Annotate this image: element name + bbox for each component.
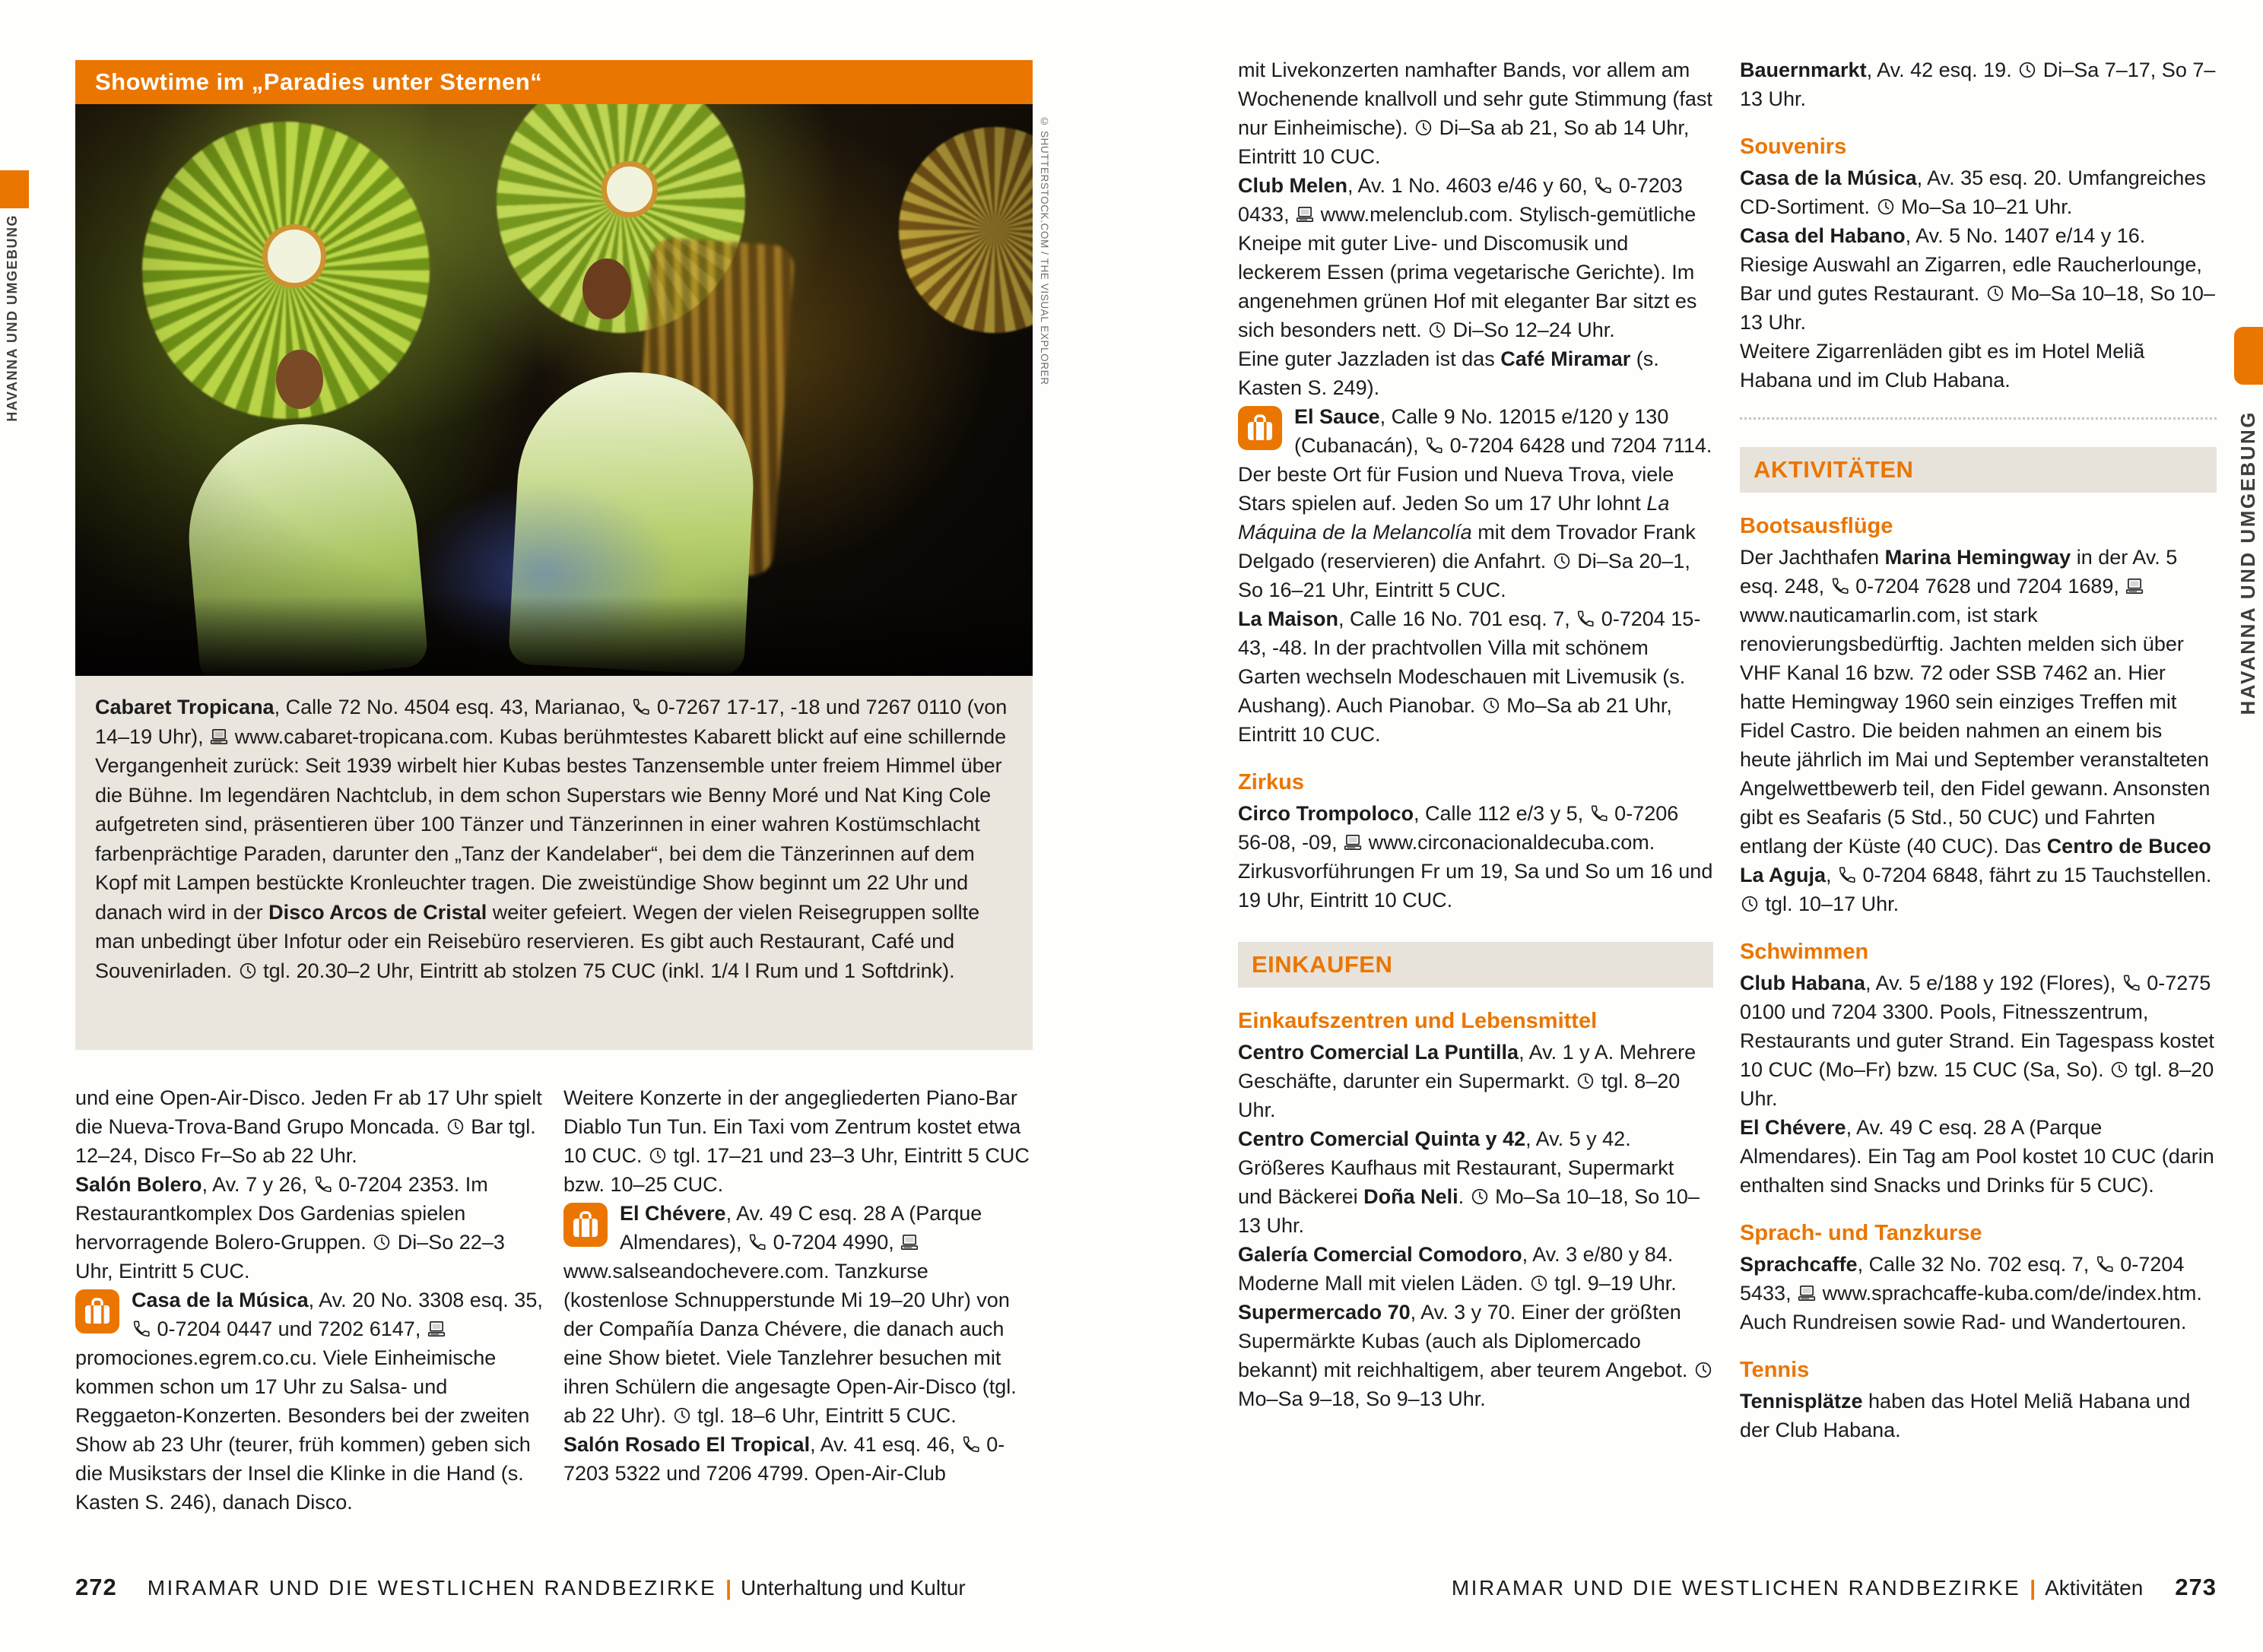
entry-paragraph: Sprachcaffe, Calle 32 No. 702 esq. 7, 0-7204 5433, www.sprachcaffe-kuba.com/de/index.htm. Auch Rundreisen sowie Rad- und Wandertouren. xyxy=(1740,1253,2202,1333)
right-page-column-2 xyxy=(1740,55,2217,1444)
clock-icon xyxy=(1414,118,1433,138)
subsection-heading: Bootsausflüge xyxy=(1740,514,1893,538)
computer-icon xyxy=(1797,1283,1817,1303)
phone-icon xyxy=(2095,1254,2115,1274)
clock-icon xyxy=(2017,60,2037,80)
subsection-heading: Souvenirs xyxy=(1740,135,1847,159)
footer-left xyxy=(75,1574,1033,1601)
clock-icon xyxy=(672,1406,692,1425)
dotted-divider xyxy=(1740,417,2217,420)
right-page-column-1 xyxy=(1238,55,1713,1413)
suitcase-icon xyxy=(75,1289,119,1333)
phone-icon xyxy=(132,1319,151,1339)
footer-section: Aktivitäten xyxy=(2045,1576,2144,1600)
feature-photo xyxy=(75,104,1033,676)
phone-icon xyxy=(1424,436,1444,455)
clock-icon xyxy=(446,1117,465,1137)
page-number: 273 xyxy=(2175,1574,2217,1600)
left-margin-tab xyxy=(0,170,29,208)
feature-box-title: Showtime im „Paradies unter Sternen“ xyxy=(75,60,1033,104)
clock-icon xyxy=(1481,696,1501,715)
clock-icon xyxy=(1552,551,1572,571)
footer-separator: | xyxy=(725,1576,732,1600)
tip-entry: Casa de la Música, Av. 20 No. 3308 esq. 35, 0-7204 0447 und 7202 6147, promociones.egrem.co.cu. Viele Einheimische kommen schon um 17 Uhr zu Salsa- und Reggaeton-Konzerten. Besonders bei der zweiten Show ab 23 Uhr (teurer, früh kommen) geben sich die Musikstars der Insel die Klinke in die Hand (s. Kasten S. 246), danach Disco. xyxy=(75,1289,543,1514)
clock-icon xyxy=(2109,1060,2129,1080)
entry-paragraph: Circo Trompoloco, Calle 112 e/3 y 5, 0-7206 56-08, -09, www.circonacionaldecuba.com. Zirkusvorführungen Fr um 19, Sa und So um 16 und 19 Uhr, Eintritt 10 CUC. xyxy=(1238,802,1713,912)
computer-icon xyxy=(2125,576,2144,596)
subsection-heading: Einkaufszentren und Lebensmittel xyxy=(1238,1009,1598,1033)
photo-credit: © SHUTTERSTOCK.COM / THE VISUAL EXPLORER xyxy=(1039,116,1050,385)
entry-paragraph: Centro Comercial Quinta y 42, Av. 5 y 42. Größeres Kaufhaus mit Restaurant, Supermarkt und Bäckerei Doña Neli. Mo–Sa 10–18, So 10–13 Uhr. xyxy=(1238,1127,1700,1237)
entry-paragraph: Casa del Habano, Av. 5 No. 1407 e/14 y 16. Riesige Auswahl an Zigarren, edle Raucherlounge, Bar und gutes Restaurant. Mo–Sa 10–18, So 10–13 Uhr. xyxy=(1740,224,2215,334)
entry-paragraph: Tennisplätze haben das Hotel Meliã Habana und der Club Habana. xyxy=(1740,1390,2191,1441)
entry-paragraph: Casa de la Música, Av. 35 esq. 20. Umfangreiches CD-Sortiment. Mo–Sa 10–21 Uhr. xyxy=(1740,166,2206,218)
entry-paragraph: Salón Rosado El Tropical, Av. 41 esq. 46, 0-7203 5322 und 7206 4799. Open-Air-Club xyxy=(563,1433,1005,1485)
subsection-heading: Sprach- und Tanzkurse xyxy=(1740,1221,1982,1245)
entry-paragraph: Weitere Zigarrenläden gibt es im Hotel Meliã Habana und im Club Habana. xyxy=(1740,340,2145,392)
clock-icon xyxy=(1576,1071,1595,1091)
computer-icon xyxy=(1295,205,1315,224)
photo-art-vignette xyxy=(75,104,1033,676)
clock-icon xyxy=(1470,1187,1490,1206)
section-header: AKTIVITÄTEN xyxy=(1740,447,2217,493)
entry-paragraph: Weitere Konzerte in der angegliederten Piano-Bar Diablo Tun Tun. Ein Taxi vom Zentrum kostet etwa 10 CUC. tgl. 17–21 und 23–3 Uhr, Eintritt 5 CUC bzw. 10–25 CUC. xyxy=(563,1086,1030,1196)
phone-icon xyxy=(961,1435,981,1454)
footer-separator: | xyxy=(2030,1576,2036,1600)
computer-icon xyxy=(1343,832,1363,852)
clock-icon xyxy=(238,961,258,981)
phone-icon xyxy=(2122,973,2141,993)
clock-icon xyxy=(648,1146,668,1165)
entry-paragraph: und eine Open-Air-Disco. Jeden Fr ab 17 Uhr spielt die Nueva-Trova-Band Grupo Moncada. Bar tgl. 12–24, Disco Fr–So ab 22 Uhr. xyxy=(75,1086,542,1167)
phone-icon xyxy=(1593,176,1613,195)
right-margin-tab xyxy=(2234,327,2263,385)
phone-icon xyxy=(631,697,651,717)
entry-paragraph: El Chévere, Av. 49 C esq. 28 A (Parque Almendares). Ein Tag am Pool kostet 10 CUC (darin enthalten sind Snacks und Drinks für 5 CUC). xyxy=(1740,1116,2214,1197)
footer-section: Unterhaltung und Kultur xyxy=(740,1576,966,1600)
page-number: 272 xyxy=(75,1574,117,1600)
entry-paragraph: Supermercado 70, Av. 3 y 70. Einer der größten Supermärkte Kubas (auch als Diplomercado bekannt) mit reichhaltigem, aber teurem Angebot. Mo–Sa 9–18, So 9–13 Uhr. xyxy=(1238,1298,1713,1413)
clock-icon xyxy=(1529,1273,1549,1293)
clock-icon xyxy=(1693,1360,1713,1380)
entry-paragraph: Bauernmarkt, Av. 42 esq. 19. Di–Sa 7–17, So 7–13 Uhr. xyxy=(1740,59,2216,110)
phone-icon xyxy=(747,1232,767,1252)
entry-paragraph: Salón Bolero, Av. 7 y 26, 0-7204 2353. Im Restaurantkomplex Dos Gardenias spielen hervorragende Bolero-Gruppen. Di–So 22–3 Uhr, Eintritt 5 CUC. xyxy=(75,1173,505,1283)
photo-caption: Cabaret Tropicana, Calle 72 No. 4504 esq. 43, Marianao, 0-7267 17-17, -18 und 7267 0110 (von 14–19 Uhr), www.cabaret-tropicana.com. Kubas berühmtestes Kabarett blickt auf eine schillernde Vergangenheit zurück: Seit 1939 wirbelt hier Kubas bestes Tanzensemble unter freiem Himmel über die Bühne. Im legendären Nachtclub, in dem schon Superstars wie Benny Moré und Nat King Cole aufgetreten sind, präsentieren über 100 Tänzer und Tänzerinnen in einer wahren Kostümschlacht farbenprächtige Paraden, darunter den „Tanz der Kandelaber“, bei dem die Tänzerinnen auf dem Kopf mit Lampen bestückte Kronleuchter tragen. Die zweistündige Show beginnt um 22 Uhr und danach wird in der Disco Arcos de Cristal weiter gefeiert. Wegen der vielen Reisegruppen sollte man unbedingt über Infotur oder ein Reisebüro reservieren. Es gibt auch Restaurant, Café und Souvenirladen. tgl. 20.30–2 Uhr, Eintritt ab stolzen 75 CUC (inkl. 1/4 l Rum und 1 Softdrink). xyxy=(75,676,1033,1050)
phone-icon xyxy=(1837,865,1857,885)
entry-paragraph: Eine guter Jazzladen ist das Café Miramar (s. Kasten S. 249). xyxy=(1238,347,1659,399)
entry-paragraph: mit Livekonzerten namhafter Bands, vor allem am Wochenende knallvoll und sehr gute Stimmung (fast nur Einheimische). Di–Sa ab 21, So ab 14 Uhr, Eintritt 10 CUC. xyxy=(1238,59,1712,168)
entry-paragraph: La Maison, Calle 16 No. 701 esq. 7, 0-7204 15-43, -48. In der prachtvollen Villa mit schönem Garten wechseln Modeschauen mit Livemusik (s. Aushang). Auch Pianobar. Mo–Sa ab 21 Uhr, Eintritt 10 CUC. xyxy=(1238,607,1701,746)
subsection-heading: Tennis xyxy=(1740,1358,1810,1382)
tip-entry: El Sauce, Calle 9 No. 12015 e/120 y 130 (Cubanacán), 0-7204 6428 und 7204 7114. Der beste Ort für Fusion und Nueva Trova, viele Stars spielen auf. Jeden So um 17 Uhr lohnt La Máquina de la Melancolía mit dem Trovador Frank Delgado (reservieren) die Anfahrt. Di–Sa 20–1, So 16–21 Uhr, Eintritt 5 CUC. xyxy=(1238,405,1712,601)
tip-entry: El Chévere, Av. 49 C esq. 28 A (Parque Almendares), 0-7204 4990, www.salseandochevere.com. Tanzkurse (kostenlose Schnupperstunde Mi 19–20 Uhr) von der Compañía Danza Chévere, die danach auch eine Show bietet. Viele Tanzlehrer besuchen mit ihren Schülern die angesagte Open-Air-Disco (tgl. ab 22 Uhr). tgl. 18–6 Uhr, Eintritt 5 CUC. xyxy=(563,1202,1017,1427)
clock-icon xyxy=(1876,197,1896,217)
left-page-column-2 xyxy=(563,1083,1033,1488)
footer-chapter: MIRAMAR UND DIE WESTLICHEN RANDBEZIRKE xyxy=(1451,1576,2021,1600)
clock-icon xyxy=(372,1232,392,1252)
left-margin-tab-label: HAVANNA UND UMGEBUNG xyxy=(5,214,20,422)
clock-icon xyxy=(1740,894,1760,914)
clock-icon xyxy=(1427,320,1447,340)
suitcase-icon xyxy=(1238,406,1282,450)
footer-chapter: MIRAMAR UND DIE WESTLICHEN RANDBEZIRKE xyxy=(147,1576,717,1600)
subsection-heading: Zirkus xyxy=(1238,770,1305,794)
phone-icon xyxy=(313,1175,333,1194)
phone-icon xyxy=(1589,804,1609,823)
section-header: EINKAUFEN xyxy=(1238,942,1713,988)
suitcase-icon xyxy=(563,1203,608,1247)
entry-paragraph: Club Melen, Av. 1 No. 4603 e/46 y 60, 0-7203 0433, www.melenclub.com. Stylisch-gemütliche Kneipe mit guter Live- und Discomusik und leckerem Essen (prima vegetarische Gerichte). Im angenehmen grünen Hof mit eleganter Bar sitzt es sich besonders nett. Di–So 12–24 Uhr. xyxy=(1238,174,1697,341)
phone-icon xyxy=(1576,609,1595,629)
entry-paragraph: Club Habana, Av. 5 e/188 y 192 (Flores), 0-7275 0100 und 7204 3300. Pools, Fitnesszentrum, Restaurants und guter Strand. Ein Tagespass kostet 10 CUC (Mo–Fr) bzw. 15 CUC (Sa, So). tgl. 8–20 Uhr. xyxy=(1740,972,2214,1110)
computer-icon xyxy=(900,1232,919,1252)
subsection-heading: Schwimmen xyxy=(1740,940,1869,964)
entry-paragraph: Centro Comercial La Puntilla, Av. 1 y A. Mehrere Geschäfte, darunter ein Supermarkt. tgl. 8–20 Uhr. xyxy=(1238,1041,1696,1121)
computer-icon xyxy=(209,727,229,747)
entry-paragraph: Der Jachthafen Marina Hemingway in der Av. 5 esq. 248, 0-7204 7628 und 7204 1689, www.nauticamarlin.com, ist stark renovierungsbedürftig. Jachten melden sich über VHF Kanal 16 bzw. 72 oder SSB 7462 an. Hier hatte Hemingway 1960 sein einziges Treffen mit Fidel Castro. Die beiden nahmen an einem bis heute jährlich im Mai und September veranstalteten Angelwettbewerb teil, den Fidel gewann. Ansonsten gibt es Seafaris (5 Std., 50 CUC) und Fahrten entlang der Küste (40 CUC). Das Centro de Buceo La Aguja, 0-7204 6848, fährt zu 15 Tauchstellen. tgl. 10–17 Uhr. xyxy=(1740,546,2212,915)
right-margin-tab-label: HAVANNA UND UMGEBUNG xyxy=(2236,411,2259,715)
left-page-column-1 xyxy=(75,1083,545,1517)
computer-icon xyxy=(427,1319,446,1339)
entry-paragraph: Galería Comercial Comodoro, Av. 3 e/80 y 84. Moderne Mall mit vielen Läden. tgl. 9–19 Uhr. xyxy=(1238,1243,1677,1295)
clock-icon xyxy=(1985,284,2005,303)
footer-right xyxy=(1238,1574,2217,1601)
phone-icon xyxy=(1830,576,1850,596)
